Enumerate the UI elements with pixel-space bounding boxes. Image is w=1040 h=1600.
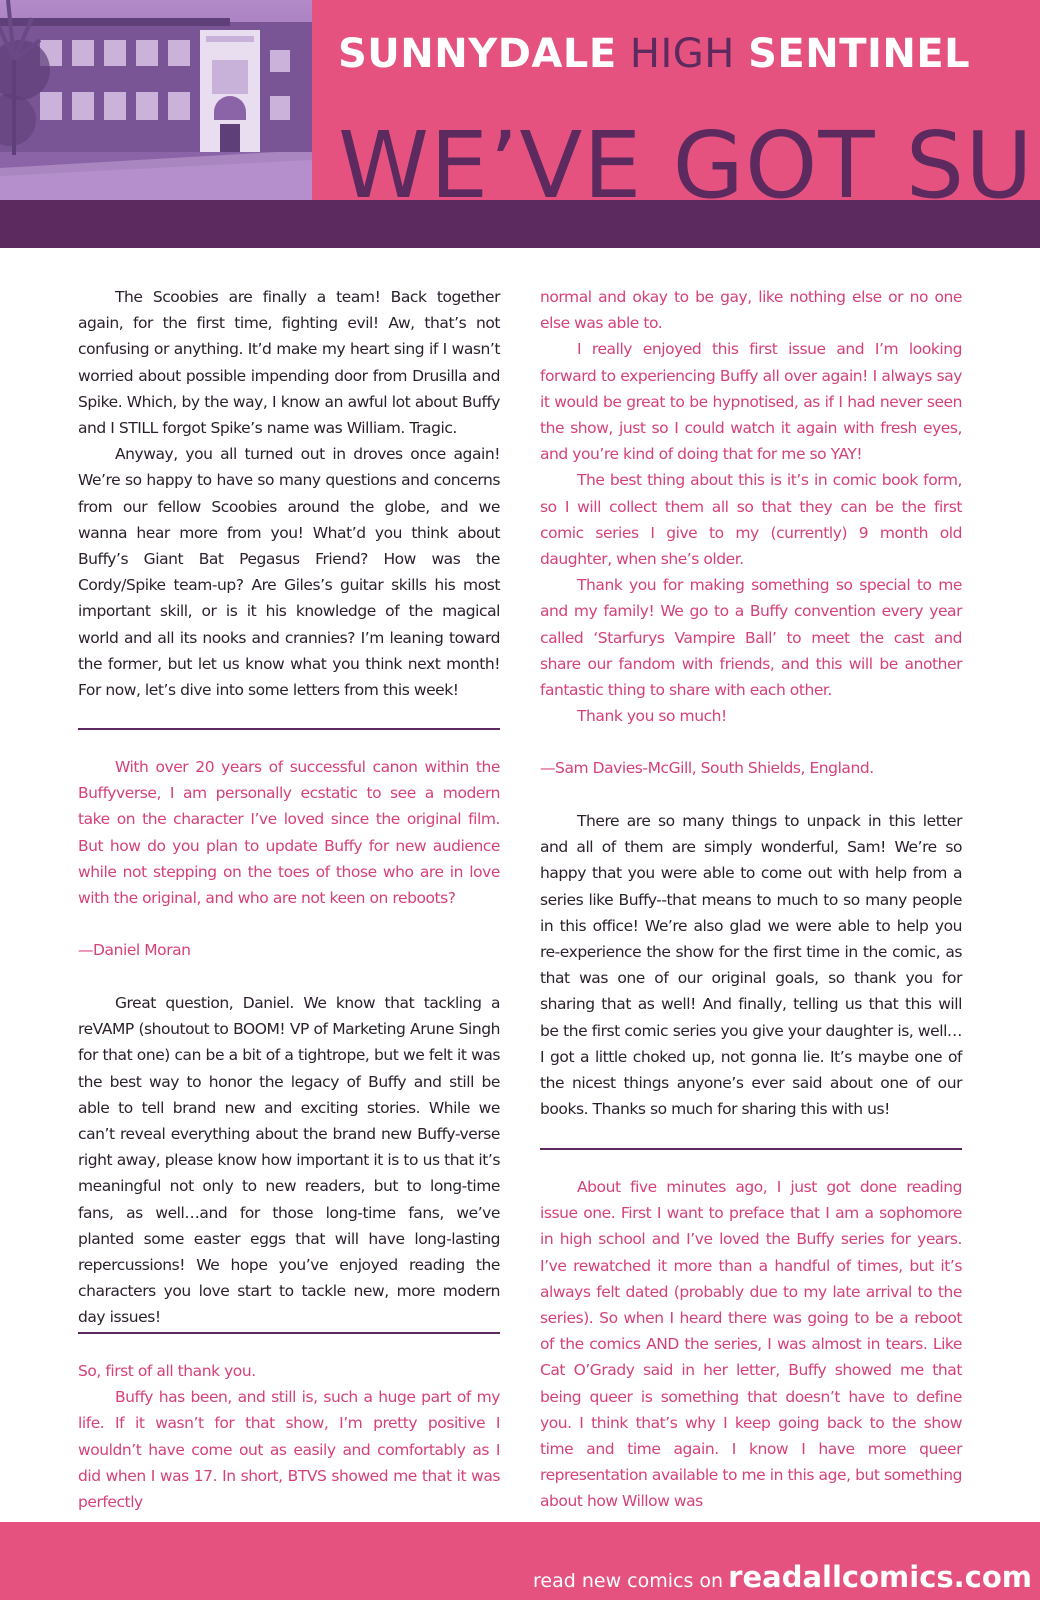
intro-paragraph: The Scoobies are finally a team! Back together again, for the first time, fighting evil! Aw, that’s not confusing or anything. It’d make my heart sing if I wasn’t worried about possible impending door from Drusilla and Spike. Which, by the way, I know an awful lot about Buffy and I STILL forgot Spike’s name was William. Tragic.: [78, 288, 500, 438]
masthead-word-sunnydale: SUNNYDALE: [338, 31, 617, 77]
letter-paragraph: About five minutes ago, I just got done reading issue one. First I want to preface that I am a sophomore in high school and I’ve loved the Buffy series for years. I’ve rewatched it more than a handful of times, but it’s always felt dated (probably due to my late arrival to the series). So when I heard there was going to be a reboot of the comics AND the series, I was almost in tears. Like Cat O’Grady said in her letter, Buffy showed me that being queer is something that doesn’t have to define you. I think that’s why I keep going back to the show time and time again. I know I have more queer representation available to me in this age, but something about how Willow was: [540, 1178, 962, 1511]
reply-paragraph: There are so many things to unpack in this letter and all of them are simply wonderful, Sam! We’re so happy that you were able to come out with help from a series like Buffy--that means to much to so many people in this office! We’re also glad we were able to help you re-experience the show for the first time in the comic, as that was one of our original goals, so thank you for sharing that as well! And finally, telling us that this will be the first comic series you give your daughter is, well…I got a little choked up, not gonna lie. It’s maybe one of the nicest things anyone’s ever said about one of our books. Thanks so much for sharing this with us!: [540, 812, 962, 1119]
reply-paragraph: Great question, Daniel. We know that tackling a reVAMP (shoutout to BOOM! VP of Marketing Arune Singh for that one) can be a bit of a tightrope, but we felt it was the best way to honor the legacy of Buffy and still be able to tell brand new and exciting stories. While we can’t reveal everything about the brand new Buffy-verse right away, please know how important it is to us that it’s meaningful not only to new readers, but to long-time fans, as well…and for those long-time fans, we’ve planted some easter eggs that will have long-lasting repercussions! We hope you’ve enjoyed reading the characters you love start to tackle new, more modern day issues!: [78, 994, 500, 1327]
letter-daniel: [78, 754, 500, 963]
editor-reply-sam: [540, 808, 962, 1122]
masthead-word-high: HIGH: [629, 31, 735, 77]
header-band: [0, 200, 1040, 248]
section-divider: [78, 1332, 500, 1334]
letter-paragraph: I really enjoyed this first issue and I’m looking forward to experiencing Buffy all over again! I always say it would be great to be hypnotised, as if I had never seen the show, just so I could watch it again with fresh eyes, and you’re kind of doing that for me so YAY!: [540, 340, 962, 464]
intro-paragraph: Anyway, you all turned out in droves once again! We’re so happy to have so many questions and concerns from our fellow Scoobies around the globe, and we wanna hear more from you! What’d you think about Buffy’s Giant Bat Pegasus Friend? How was the Cordy/Spike team-up? Are Giles’s guitar skills his most important skill, or is it his knowledge of the magical world and all its nooks and crannies? I’m leaning toward the former, but let us know what you think next month! For now, let’s dive into some letters from this week!: [78, 445, 500, 700]
masthead-title: [338, 30, 970, 78]
letter-signature: —Daniel Moran: [78, 941, 191, 960]
page-footer: [0, 1522, 1040, 1600]
masthead-word-sentinel: SENTINEL: [748, 31, 971, 77]
letter-paragraph: Buffy has been, and still is, such a huge part of my life. If it wasn’t for that show, I’m pretty positive I wouldn’t have come out as easily and comfortably as I did when I was 17. In short, BTVS showed me that it was perfectly: [78, 1388, 500, 1512]
letter-paragraph: normal and okay to be gay, like nothing else or no one else was able to.: [540, 288, 962, 333]
letter-sam-continued: [540, 284, 962, 782]
letter-paragraph: Thank you for making something so special to me and my family! We go to a Buffy convention every year called ‘Starfurys Vampire Ball’ to meet the cast and share our fandom with friends, and this will be another fantastic thing to share with each other.: [540, 576, 962, 700]
letter-paragraph: Thank you so much!: [577, 707, 727, 726]
footer-credit: [533, 1560, 1032, 1594]
letter-opening: So, first of all thank you.: [78, 1362, 256, 1380]
letter-anonymous: [540, 1174, 962, 1515]
school-building-illustration: [0, 0, 312, 200]
editor-intro: [78, 284, 500, 703]
letter-signature: —Sam Davies-McGill, South Shields, England.: [540, 759, 874, 778]
editor-reply-daniel: [78, 990, 500, 1331]
letter-text: With over 20 years of successful canon within the Buffyverse, I am personally ecstatic to see a modern take on the character I’ve loved since the original film. But how do you plan to update Buffy for new audience while not stepping on the toes of those who are in love with the original, and who are not keen on reboots?: [78, 758, 500, 908]
page-header: [0, 0, 1040, 248]
footer-credit-site[interactable]: readallcomics.com: [728, 1560, 1032, 1594]
headline: WE’VE GOT SU: [338, 112, 1034, 200]
letter-sam-start: [78, 1358, 500, 1515]
section-divider: [78, 728, 500, 730]
header-banner: [312, 0, 1040, 200]
footer-credit-prefix: read new comics on: [533, 1570, 724, 1592]
school-building-photo: [0, 0, 312, 200]
letter-paragraph: The best thing about this is it’s in comic book form, so I will collect them all so that they can be the first comic series I give to my (currently) 9 month old daughter, when she’s older.: [540, 471, 962, 569]
section-divider: [540, 1148, 962, 1150]
